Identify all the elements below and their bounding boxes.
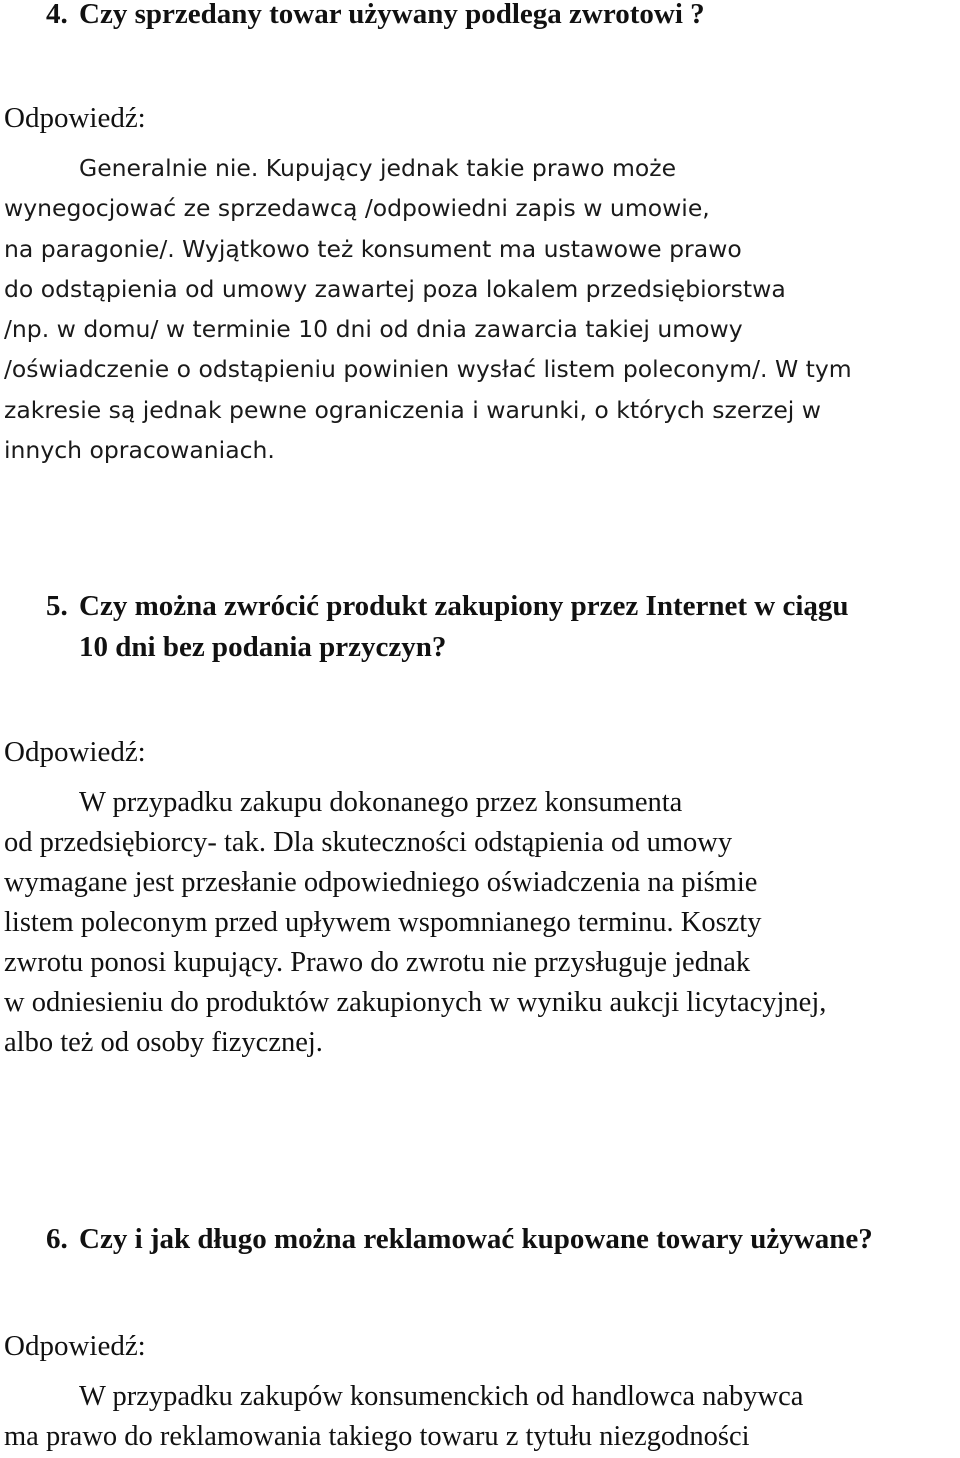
question-number: 4. — [46, 0, 68, 30]
question-line: Czy można zwrócić produkt zakupiony przez Internet w ciągu — [79, 590, 849, 622]
answer-line: od przedsiębiorcy- tak. Dla skuteczności odstąpienia od umowy — [4, 827, 733, 858]
answer-6-body — [4, 1377, 803, 1457]
answer-line: /oświadczenie o odstąpieniu powinien wysłać listem poleconym/. W tym — [4, 355, 852, 384]
question-number: 6. — [46, 1223, 68, 1255]
question-text — [79, 586, 849, 668]
question-number: 5. — [46, 590, 68, 622]
answer-5-body — [4, 783, 826, 1063]
answer-line: W przypadku zakupów konsumenckich od handlowca nabywca — [79, 1381, 804, 1412]
answer-line: innych opracowaniach. — [4, 436, 275, 465]
answer-line: zakresie są jednak pewne ograniczenia i warunki, o których szerzej w — [4, 395, 822, 424]
answer-line: albo też od osoby fizycznej. — [4, 1027, 323, 1058]
answer-line: wymagane jest przesłanie odpowiedniego oświadczenia na piśmie — [4, 867, 758, 898]
answer-line: wynegocjować ze sprzedawcą /odpowiedni zapis w umowie, — [4, 194, 710, 223]
answer-line: Generalnie nie. Kupujący jednak takie prawo może — [79, 154, 677, 182]
answer-line: do odstąpienia od umowy zawartej poza lokalem przedsiębiorstwa — [4, 274, 786, 303]
question-4-heading — [46, 0, 705, 35]
question-text: Czy sprzedany towar używany podlega zwrotowi ? — [79, 0, 705, 30]
question-5-heading — [46, 586, 849, 668]
answer-6-label: Odpowiedź: — [4, 1330, 146, 1362]
answer-4-body — [4, 148, 852, 470]
answer-4-label: Odpowiedź: — [4, 102, 146, 134]
answer-line: W przypadku zakupu dokonanego przez konsumenta — [79, 787, 683, 818]
answer-line: /np. w domu/ w terminie 10 dni od dnia zawarcia takiej umowy — [4, 315, 743, 344]
answer-line: w odniesieniu do produktów zakupionych w wyniku aukcji licytacyjnej, — [4, 987, 827, 1018]
answer-line: listem poleconym przed upływem wspomnianego terminu. Koszty — [4, 907, 762, 938]
answer-line: zwrotu ponosi kupujący. Prawo do zwrotu nie przysługuje jednak — [4, 947, 751, 978]
answer-5-label: Odpowiedź: — [4, 736, 146, 768]
question-text: Czy i jak długo można reklamować kupowane towary używane? — [79, 1223, 873, 1255]
question-6-heading — [46, 1219, 873, 1260]
question-line: 10 dni bez podania przyczyn? — [79, 631, 447, 663]
answer-line: na paragonie/. Wyjątkowo też konsument ma ustawowe prawo — [4, 234, 742, 263]
answer-line: ma prawo do reklamowania takiego towaru z tytułu niezgodności — [4, 1421, 750, 1452]
